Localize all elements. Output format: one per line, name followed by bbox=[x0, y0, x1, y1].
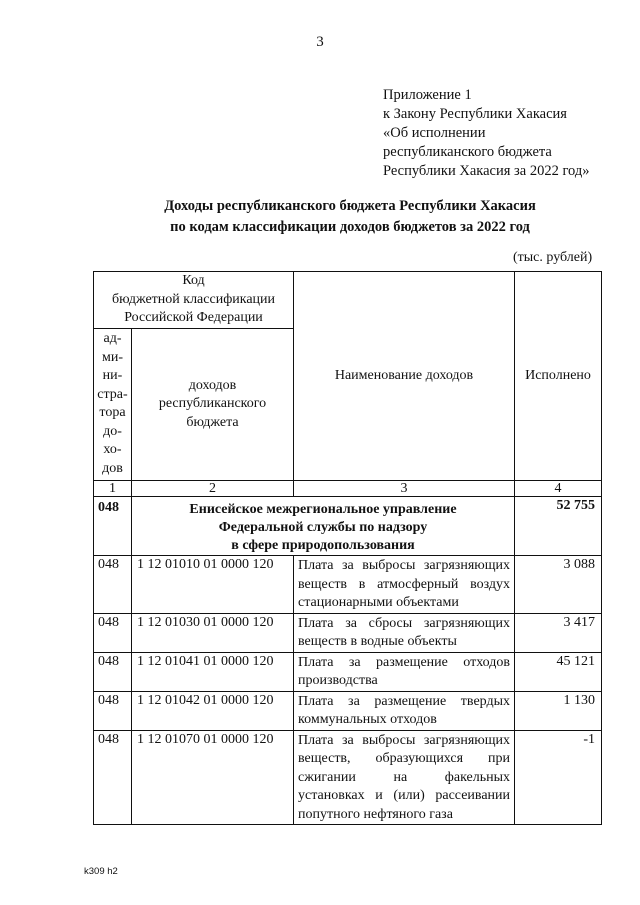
title-line: Доходы республиканского бюджета Республики Хакасия bbox=[164, 198, 536, 214]
appendix-line: к Закону Республики Хакасия bbox=[383, 106, 567, 122]
appendix-line: «Об исполнении bbox=[383, 125, 486, 141]
income-code: 1 12 01070 01 0000 120 bbox=[132, 730, 294, 825]
appendix-header bbox=[383, 86, 589, 181]
header-code-group: Код бюджетной классификации Российской Федерации bbox=[94, 272, 294, 329]
table-row bbox=[94, 556, 602, 614]
appendix-line: республиканского бюджета bbox=[383, 144, 552, 160]
header-row bbox=[94, 272, 602, 329]
admin-code: 048 bbox=[94, 652, 132, 691]
income-code: 1 12 01042 01 0000 120 bbox=[132, 691, 294, 730]
income-name: Плата за выбросы загрязняющих веществ, образующихся при сжигании на факельных установках и (или) рассеивании попутного нефтяного газа bbox=[294, 730, 515, 825]
income-code: 1 12 01010 01 0000 120 bbox=[132, 556, 294, 614]
income-code: 1 12 01030 01 0000 120 bbox=[132, 613, 294, 652]
income-name: Плата за сбросы загрязняющих веществ в водные объекты bbox=[294, 613, 515, 652]
document-title bbox=[0, 196, 640, 238]
agency-name: Енисейское межрегиональное управление Федеральной службы по надзору в сфере природопользования bbox=[132, 497, 515, 556]
title-line: по кодам классификации доходов бюджетов за 2022 год bbox=[170, 219, 530, 235]
admin-code: 048 bbox=[94, 691, 132, 730]
footer-code: k309 h2 bbox=[84, 866, 118, 877]
column-index: 4 bbox=[515, 481, 602, 497]
table-row bbox=[94, 613, 602, 652]
header-executed: Исполнено bbox=[515, 272, 602, 481]
column-index: 1 bbox=[94, 481, 132, 497]
header-income-code: доходов республиканского бюджета bbox=[132, 329, 294, 481]
page-number: 3 bbox=[316, 34, 324, 50]
amount: 3 417 bbox=[515, 613, 602, 652]
amount: 3 088 bbox=[515, 556, 602, 614]
admin-code: 048 bbox=[94, 730, 132, 825]
units-label: (тыс. рублей) bbox=[513, 250, 593, 265]
amount: 45 121 bbox=[515, 652, 602, 691]
column-index: 2 bbox=[132, 481, 294, 497]
agency-amount: 52 755 bbox=[515, 497, 602, 556]
appendix-line: Приложение 1 bbox=[383, 87, 472, 103]
income-table bbox=[93, 271, 602, 825]
column-index-row bbox=[94, 481, 602, 497]
income-name: Плата за размещение отходов производства bbox=[294, 652, 515, 691]
header-admin: ад- ми- ни- стра- тора до- хо- дов bbox=[94, 329, 132, 481]
header-name: Наименование доходов bbox=[294, 272, 515, 481]
admin-code: 048 bbox=[94, 613, 132, 652]
appendix-line: Республики Хакасия за 2022 год» bbox=[383, 163, 590, 179]
income-name: Плата за размещение твердых коммунальных отходов bbox=[294, 691, 515, 730]
table-row bbox=[94, 691, 602, 730]
agency-row bbox=[94, 497, 602, 556]
agency-admin-code: 048 bbox=[94, 497, 132, 556]
admin-code: 048 bbox=[94, 556, 132, 614]
income-name: Плата за выбросы загрязняющих веществ в атмосферный воздух стационарными объектами bbox=[294, 556, 515, 614]
amount: 1 130 bbox=[515, 691, 602, 730]
table-row bbox=[94, 652, 602, 691]
income-code: 1 12 01041 01 0000 120 bbox=[132, 652, 294, 691]
amount: -1 bbox=[515, 730, 602, 825]
column-index: 3 bbox=[294, 481, 515, 497]
table-row bbox=[94, 730, 602, 825]
